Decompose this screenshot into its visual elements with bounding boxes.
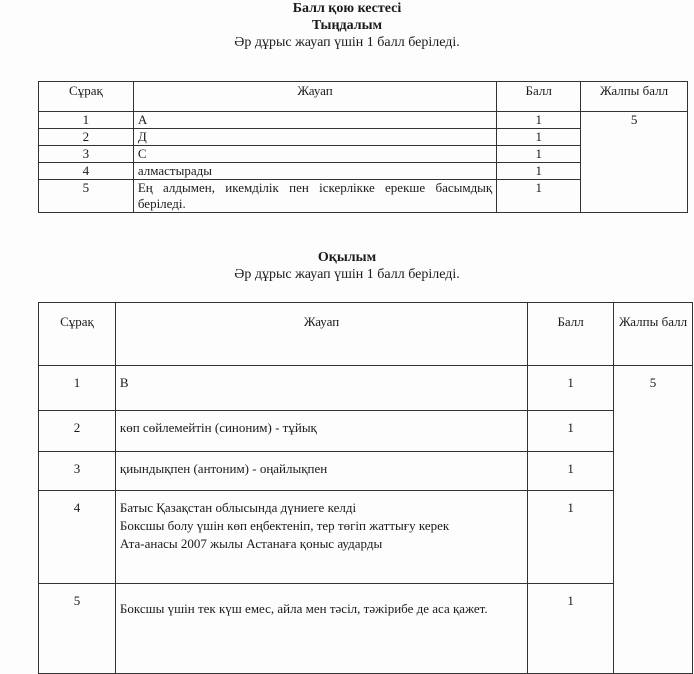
section-2-header — [0, 249, 694, 283]
question-number: 4 — [39, 491, 116, 584]
answer-cell: алмастырады — [133, 163, 496, 180]
score-cell: 1 — [497, 163, 581, 180]
question-number: 5 — [39, 180, 134, 213]
col-header-total: Жалпы балл — [581, 82, 688, 112]
question-number: 3 — [39, 452, 116, 491]
listening-score-table — [38, 81, 688, 213]
question-number: 4 — [39, 163, 134, 180]
table-header-row — [39, 82, 688, 112]
table-row — [39, 112, 688, 129]
question-number: 5 — [39, 584, 116, 674]
answer-line: В — [119, 375, 129, 390]
col-header-score: Балл — [497, 82, 581, 112]
answer-cell — [115, 584, 527, 674]
scoring-note: Әр дұрыс жауап үшін 1 балл беріледі. — [234, 35, 460, 50]
reading-score-table — [38, 302, 693, 674]
col-header-score: Балл — [528, 303, 614, 366]
score-cell: 1 — [528, 584, 614, 674]
score-cell: 1 — [497, 112, 581, 129]
table-header-row — [39, 303, 693, 366]
score-cell: 1 — [528, 491, 614, 584]
section-title-reading: Оқылым — [317, 250, 377, 265]
question-number: 3 — [39, 146, 134, 163]
score-cell: 1 — [528, 366, 614, 411]
answer-line: қиындықпен (антоним) - оңайлықпен — [119, 461, 328, 476]
answer-line: көп сөйлемейтін (синоним) - тұйық — [119, 420, 317, 435]
answer-cell — [115, 366, 527, 411]
score-cell: 1 — [497, 180, 581, 213]
answer-cell — [115, 491, 527, 584]
answer-line: Ата-анасы 2007 жылы Астанаға қоныс аударды — [119, 536, 383, 551]
col-header-question: Сұрақ — [39, 303, 116, 366]
answer-cell: А — [133, 112, 496, 129]
answer-cell — [115, 411, 527, 452]
document-title: Балл қою кестесі — [292, 1, 402, 16]
score-cell: 1 — [497, 146, 581, 163]
section-1-header — [0, 0, 694, 51]
table-row — [39, 366, 693, 411]
answer-line: Боксшы болу үшін көп еңбектеніп, тер төгіп жаттығу керек — [119, 518, 450, 533]
answer-cell — [115, 452, 527, 491]
score-cell: 1 — [497, 129, 581, 146]
section-title-listening: Тыңдалым — [311, 18, 383, 33]
table-row — [39, 584, 693, 674]
answer-line: Батыс Қазақстан облысында дүниеге келді — [119, 500, 357, 515]
table-row — [39, 491, 693, 584]
answer-cell: С — [133, 146, 496, 163]
question-number: 1 — [39, 112, 134, 129]
col-header-answer: Жауап — [133, 82, 496, 112]
answer-cell: Д — [133, 129, 496, 146]
question-number: 1 — [39, 366, 116, 411]
answer-cell: Ең алдымен, икемділік пен іскерлікке ерекше басымдық беріледі. — [133, 180, 496, 213]
score-cell: 1 — [528, 411, 614, 452]
table-row — [39, 411, 693, 452]
total-score-cell: 5 — [581, 112, 688, 213]
question-number: 2 — [39, 411, 116, 452]
question-number: 2 — [39, 129, 134, 146]
col-header-question: Сұрақ — [39, 82, 134, 112]
col-header-total: Жалпы балл — [614, 303, 693, 366]
total-score-cell: 5 — [614, 366, 693, 674]
answer-line: Боксшы үшін тек күш емес, айла мен тәсіл, тәжірибе де аса қажет. — [119, 601, 488, 616]
col-header-answer: Жауап — [115, 303, 527, 366]
table-row — [39, 452, 693, 491]
scoring-note: Әр дұрыс жауап үшін 1 балл беріледі. — [234, 267, 460, 282]
score-cell: 1 — [528, 452, 614, 491]
